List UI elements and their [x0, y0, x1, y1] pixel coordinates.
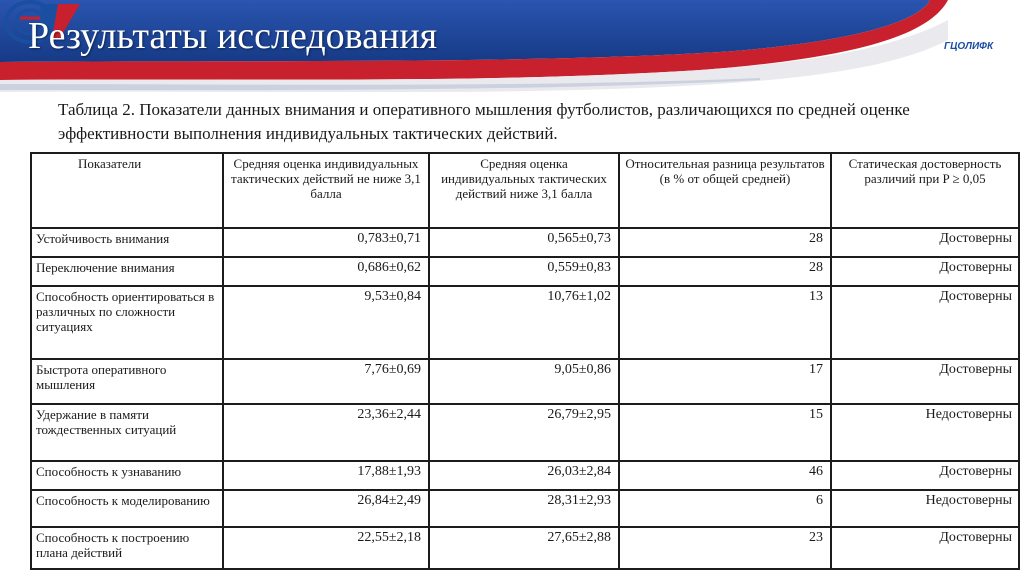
row-difference: 46 — [619, 461, 831, 490]
row-indicator: Способность к построению плана действий — [31, 527, 223, 569]
row-significance: Достоверны — [831, 257, 1019, 286]
row-difference: 28 — [619, 257, 831, 286]
header-score-low: Средняя оценка индивидуальных тактических действий ниже 3,1 балла — [429, 153, 619, 228]
row-difference: 15 — [619, 404, 831, 461]
row-score-low: 28,31±2,93 — [429, 490, 619, 527]
table-header-row — [31, 153, 1019, 228]
row-significance: Достоверны — [831, 228, 1019, 257]
row-difference: 13 — [619, 286, 831, 359]
row-significance: Недостоверны — [831, 490, 1019, 527]
row-significance: Недостоверны — [831, 404, 1019, 461]
row-significance: Достоверны — [831, 286, 1019, 359]
header-significance: Статическая достоверность различий при P ≥ 0,05 — [831, 153, 1019, 228]
results-table — [30, 152, 1020, 570]
table-row — [31, 257, 1019, 286]
table-row — [31, 228, 1019, 257]
row-score-high: 0,783±0,71 — [223, 228, 429, 257]
table-row — [31, 359, 1019, 404]
row-score-low: 10,76±1,02 — [429, 286, 619, 359]
logo-text: ГЦОЛИФК — [944, 41, 994, 52]
row-indicator: Способность к моделированию — [31, 490, 223, 527]
row-score-high: 17,88±1,93 — [223, 461, 429, 490]
row-indicator: Удержание в памяти тождественных ситуаций — [31, 404, 223, 461]
row-score-high: 26,84±2,49 — [223, 490, 429, 527]
row-score-low: 9,05±0,86 — [429, 359, 619, 404]
row-indicator: Переключение внимания — [31, 257, 223, 286]
row-indicator: Способность к узнаванию — [31, 461, 223, 490]
row-score-low: 26,79±2,95 — [429, 404, 619, 461]
table-row — [31, 461, 1019, 490]
row-indicator: Быстрота оперативного мышления — [31, 359, 223, 404]
row-score-low: 0,559±0,83 — [429, 257, 619, 286]
row-difference: 6 — [619, 490, 831, 527]
row-score-high: 9,53±0,84 — [223, 286, 429, 359]
slide-title: Результаты исследования — [28, 15, 438, 57]
header-score-high: Средняя оценка индивидуальных тактических действий не ниже 3,1 балла — [223, 153, 429, 228]
table-row — [31, 404, 1019, 461]
row-score-high: 0,686±0,62 — [223, 257, 429, 286]
row-indicator: Устойчивость внимания — [31, 228, 223, 257]
row-score-low: 0,565±0,73 — [429, 228, 619, 257]
row-score-high: 23,36±2,44 — [223, 404, 429, 461]
row-score-low: 26,03±2,84 — [429, 461, 619, 490]
row-difference: 28 — [619, 228, 831, 257]
row-difference: 23 — [619, 527, 831, 569]
row-score-low: 27,65±2,88 — [429, 527, 619, 569]
row-indicator: Способность ориентироваться в различных по сложности ситуациях — [31, 286, 223, 359]
row-score-high: 22,55±2,18 — [223, 527, 429, 569]
row-significance: Достоверны — [831, 359, 1019, 404]
row-score-high: 7,76±0,69 — [223, 359, 429, 404]
row-significance: Достоверны — [831, 527, 1019, 569]
table-row — [31, 490, 1019, 527]
table-row — [31, 527, 1019, 569]
header-indicators: Показатели — [31, 153, 223, 228]
header-relative-difference: Относительная разница результатов (в % от общей средней) — [619, 153, 831, 228]
table-row — [31, 286, 1019, 359]
row-difference: 17 — [619, 359, 831, 404]
header-banner — [0, 0, 1024, 92]
row-significance: Достоверны — [831, 461, 1019, 490]
table-caption: Таблица 2. Показатели данных внимания и оперативного мышления футболистов, различающихся по средней оценке эффективности выполнения индивидуальных тактических действий. — [58, 100, 910, 143]
